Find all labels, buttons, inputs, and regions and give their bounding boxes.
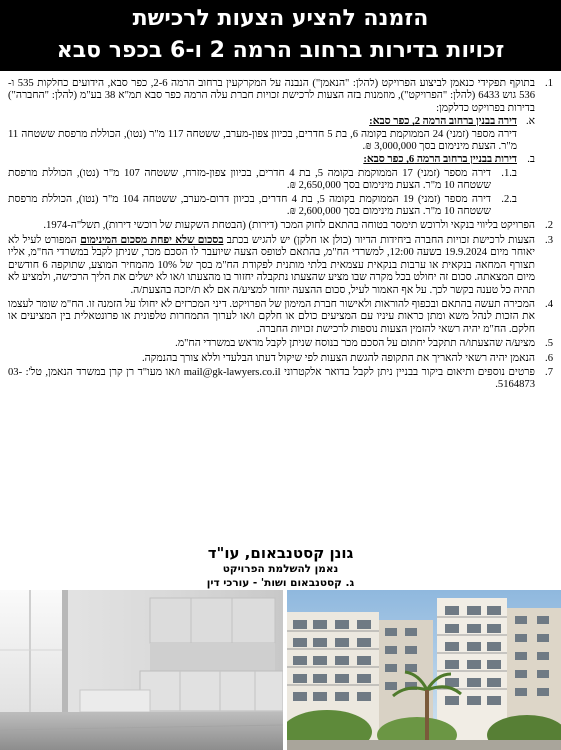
photo-strip bbox=[0, 590, 561, 750]
kitchen-image bbox=[0, 590, 283, 750]
subclause-text: דירה מספר (זמני) 17 הממוקמת בקומה 5, בת 4 חדרים, בכיוון צפון-מזרח, ששטחה 107 מ"ר (נטו), הכוללת מרפסת ששטחה 10 מ"ר. הצעת מינימום בסך 2,650,000 ₪. bbox=[8, 167, 492, 192]
subclause-b2 bbox=[8, 194, 517, 219]
clause-text: הנאמן יהיה רשאי להאריך את התקופה להגשת הצעות לפי שיקול דעתו הבלעדי וללא צורך בהנמקה. bbox=[141, 352, 535, 364]
clause-text-emphasis: בסכום שלא יפחת מסכום המינימום bbox=[80, 234, 224, 246]
signatory-name: גונן קסטנבאום, עו"ד bbox=[207, 544, 354, 562]
subclause-b bbox=[8, 154, 535, 218]
clause-6 bbox=[8, 353, 553, 365]
subclause-number: ב.1. bbox=[501, 167, 517, 179]
buildings-photo bbox=[287, 590, 561, 750]
clause-text: בתוקף תפקידי כנאמן לביצוע הפרויקט (להלן: "הנאמן") הנבנה על המקרקעין ברחוב הרמה 2-6, כפר סבא, הידועים כחלקות 535 ו- 536 גוש 6433 (להלן: "הפרויקט"), מוזמנות בזה הצעות לרכישת זכויות חברת עלה הרמה כפר סבא תמ"א 38 בע"מ (להלן: "החברה") בדירות בפרויקט כדלקמן: bbox=[8, 78, 536, 114]
clause-number: 5. bbox=[545, 338, 553, 350]
clause-text: פרטים נוספים ותיאום ביקור בבניין ניתן לקבל בדואר אלקטרוני mail@gk-lawyers.co.il ו/או מעו"ד רן קרן במשרד הנאמן, טל': 03-5164873. bbox=[8, 366, 535, 391]
clause-text: המכירה תעשה בהתאם ובכפוף להוראות ולאישור חברת המימון של הפרויקט. דיני המכרזים לא יחולו על הזמנה זו. הח"מ שומר לעצמו את הזכות לנהל משא ומתן כראות עיניו עם המציעים כולם או חלקם ו/או לערוך התמחרות טלפונית או פרונטאלית בין המציעים או חלקם. הח"מ יהיה רשאי להזמין הצעות נוספות לרכישת זכויות החברה. bbox=[8, 298, 535, 335]
clause-number: 4. bbox=[545, 298, 553, 310]
signatory-role: נאמן להשלמת הפרויקט bbox=[222, 563, 339, 575]
headline-line-1: הזמנה להציע הצעות לרכישת bbox=[132, 6, 429, 31]
clause-7 bbox=[8, 367, 553, 392]
clause-1 bbox=[8, 78, 553, 218]
law-firm-name: ג. קסטנבאום ושות' - עורכי דין bbox=[206, 577, 355, 589]
subclause-number: ב.2. bbox=[501, 193, 517, 205]
clause-text: הפרויקט בליווי בנקאי ולרוכש תימסר בטוחה בהתאם לחוק המכר (דירות) (הבטחת השקעות של רוכשי דירות), תשל"ה-1974. bbox=[43, 220, 535, 232]
clause-number: 2. bbox=[545, 220, 553, 232]
clause-2 bbox=[8, 220, 553, 232]
clause-number: 7. bbox=[545, 366, 553, 378]
buildings-image bbox=[287, 590, 561, 750]
subclause-a bbox=[8, 116, 535, 153]
subclause-text: דירה מספר (זמני) 24 הממוקמת בקומה 6, בת 5 חדרים, בכיוון צפון-מערב, ששטחה 117 מ"ר (נטו), הכוללת מרפסת ששטחה 11 מ"ר. הצעת מינימום בסך 3,000,000 ₪. bbox=[8, 128, 518, 153]
kitchen-photo bbox=[0, 590, 283, 750]
header-banner bbox=[0, 0, 561, 71]
subclause-number: א. bbox=[525, 116, 535, 128]
clause-number: 3. bbox=[545, 234, 553, 246]
subclause-b1 bbox=[8, 168, 517, 193]
signature-block bbox=[0, 544, 561, 590]
headline-line-2: זכויות בדירות ברחוב הרמה 2 ו-6 בכפר סבא bbox=[56, 38, 505, 63]
clause-5 bbox=[8, 338, 553, 350]
clause-number: 1. bbox=[545, 78, 553, 89]
clause-text: מציע/ה שהצעתו/ה תתקבל יחתום על הסכם מכר בנוסח שניתן לקבל מראש במשרדי הח"מ. bbox=[175, 338, 535, 350]
subclause-heading: דירות בבניין ברחוב הרמה 6, כפר סבא: bbox=[363, 154, 517, 166]
clause-3 bbox=[8, 235, 553, 297]
subclause-number: ב. bbox=[527, 154, 535, 166]
subclause-heading: דירה בבנין ברחוב הרמה 2, כפר סבא: bbox=[369, 116, 517, 128]
clause-text-end: המפורט לעיל לא יאוחר מיום 19.9.2024 בשעה 12:00, למשרדי הח"מ, בהתאם לטופס הצעה שיועבר לו הסכם מכר, שניתן לקבל במשרדי הח"מ, אליו תצורף המחאה בנקאית או ערבות בנקאית עצמאית בלתי מותנית לפקודת הח"מ בסך של 10% מהמחיר המוצע, שתוקפה 6 חודשים מיום המצאתה. סכום זה יחולט בכל מקרה שבו מציע שהצעתו נתקבלה יחזור בו מהצעתו ו/או לא ישלים את הליך הרכישה, ולמציע לא תהיה כל טענה בקשר לכך. על אף האמור לעיל, סכום ההצעה יוחזר למציע/ה אם לא ת/יזכה בהצעת/ה. bbox=[8, 234, 535, 296]
clause-text-start: הצעות לרכישת זכויות החברה ביחידות הדיור (כולן או חלקן) יש להגיש בכתב bbox=[223, 234, 535, 246]
subclause-text: דירה מספר (זמני) 19 הממוקמת בקומה 5, בת 4 חדרים, בכיוון דרום-מערב, ששטחה 104 מ"ר (נטו), הכוללת מרפסת ששטחה 10 מ"ר. הצעת מינימום בסך 2,600,000 ₪. bbox=[8, 193, 492, 218]
ad-body bbox=[8, 78, 553, 590]
clause-number: 6. bbox=[545, 352, 553, 364]
clause-4 bbox=[8, 299, 553, 336]
